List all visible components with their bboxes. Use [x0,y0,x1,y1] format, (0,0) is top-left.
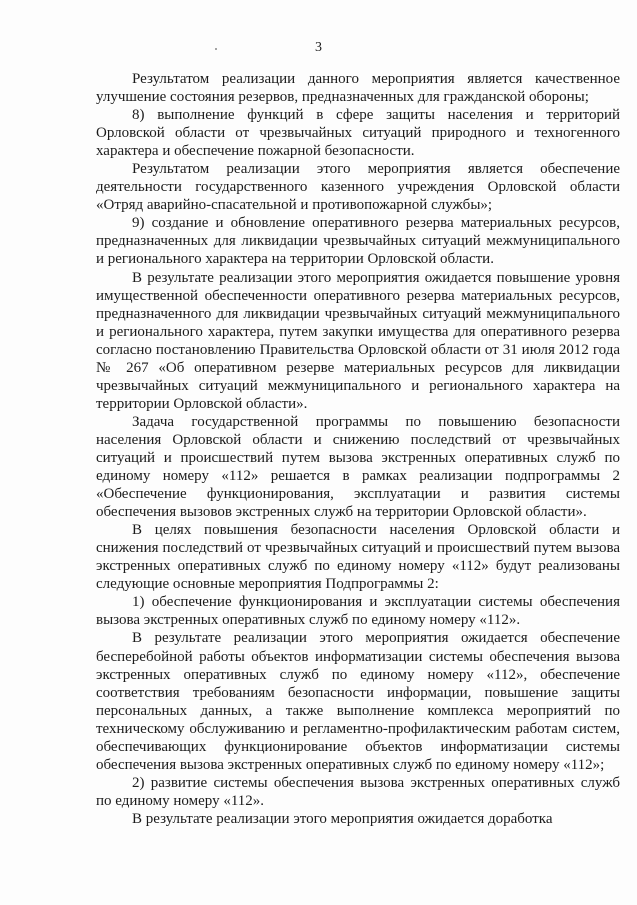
paragraph-item-9: 9) создание и обновление оперативного резерва материальных ресурсов, предназначенных для ликвидации чрезвычайных ситуаций межмуниципального и регионального характера на территории Орловской области. [96,215,620,268]
paragraph-result-rescue-service: Результатом реализации этого мероприятия является обеспечение деятельности государственного казенного учреждения Орловской области «Отряд аварийно-спасательной и противопожарной службы»; [96,161,620,214]
paragraph-item-8: 8) выполнение функций в сфере защиты населения и территорий Орловской области от чрезвычайных ситуаций природного и техногенного характера и обеспечение пожарной безопасности. [96,107,620,160]
page-number: 3 [315,40,322,55]
paragraph-task-112: Задача государственной программы по повышению безопасности населения Орловской области и снижению последствий от чрезвычайных ситуаций и происшествий путем вызова экстренных оперативных служб по единому номеру «112» решается в рамках реализации подпрограммы 2 «Обеспечение функционирования, эксплуатации и развития системы обеспечения вызовов экстренных служб на территории Орловской области». [96,413,620,521]
scan-speck [215,48,217,50]
paragraph-result-measure-2: В результате реализации этого мероприятия ожидается доработка [132,810,553,827]
paragraph-subprogram-2-measures: В целях повышения безопасности населения Орловской области и снижения последствий от чрезвычайных ситуаций и происшествий путем вызова экстренных оперативных служб по единому номеру «112» будут реализованы следующие основные мероприятия Подпрограммы 2: [96,522,620,593]
paragraph-result-reserve: В результате реализации этого мероприятия ожидается повышение уровня имущественной обеспеченности оперативного резерва материальных ресурсов, предназначенного для ликвидации чрезвычайных ситуаций межмуниципального и регионального характера, путем закупки имущества для оперативного резерва согласно постановлению Правительства Орловской области от 31 июля 2012 года № 267 «Об оперативном резерве материальных ресурсов для ликвидации чрезвычайных ситуаций межмуниципального и регионального характера на территории Орловской области». [96,269,620,412]
paragraph-result-measure-1: В результате реализации этого мероприятия ожидается обеспечение бесперебойной работы объектов информатизации системы обеспечения вызова экстренных оперативных служб по единому номеру «112», обеспечение соответствия требованиям безопасности информации, повышение защиты персональных данных, а также выполнение комплекса мероприятий по техническому обслуживанию и регламентно-профилактическим работам систем, обеспечивающих функционирование объектов информатизации системы обеспечения вызова экстренных оперативных служб по единому номеру «112»; [96,630,620,773]
document-body [96,70,620,828]
paragraph-measure-2: 2) развитие системы обеспечения вызова экстренных оперативных служб по единому номеру «112». [96,774,620,809]
paragraph-result-civil-defense: Результатом реализации данного мероприятия является качественное улучшение состояния резервов, предназначенных для гражданской обороны; [96,71,620,106]
paragraph-measure-1: 1) обеспечение функционирования и эксплуатации системы обеспечения вызова экстренных оперативных служб по единому номеру «112». [96,594,620,629]
